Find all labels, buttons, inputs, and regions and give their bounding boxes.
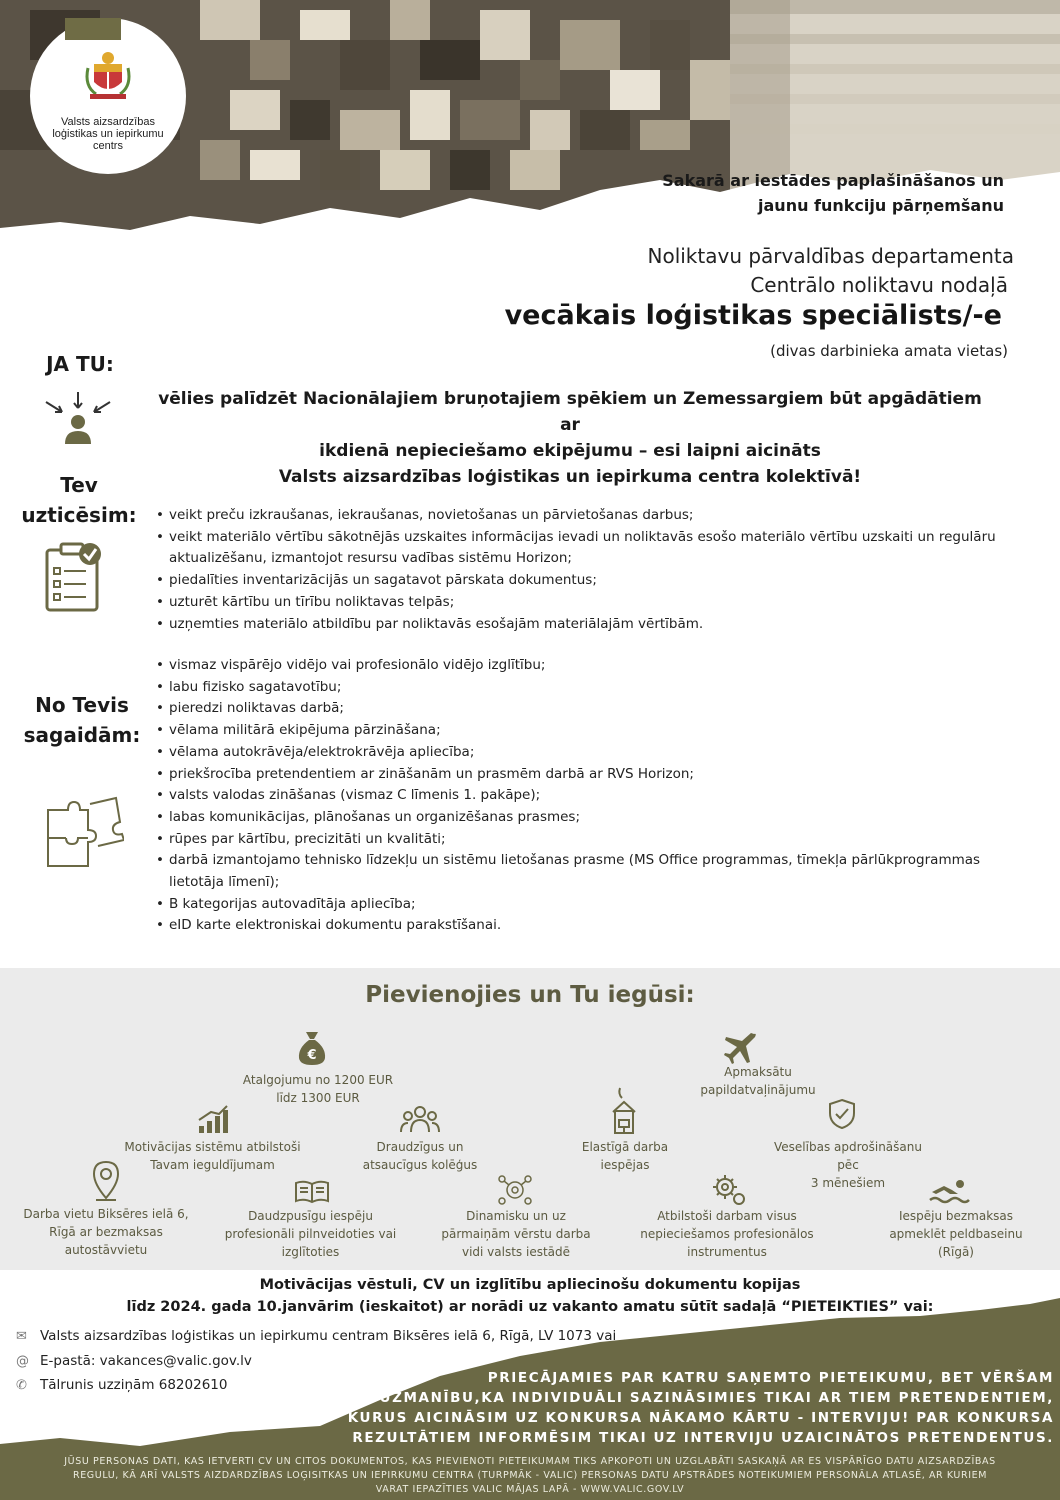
swimmer-icon — [928, 1176, 970, 1206]
footer-notice-line: PRIECĀJAMIES PAR KATRU SAŅEMTO PIETEIKUMU, BET VĒRŠAM — [487, 1370, 1054, 1386]
benefit-dynamic — [416, 1207, 616, 1261]
money-bag-icon — [296, 1030, 328, 1066]
growth-chart-icon — [197, 1104, 229, 1134]
person-focus-icon — [42, 390, 114, 448]
benefit-insurance — [748, 1138, 948, 1192]
duties-list — [156, 505, 1006, 635]
benefit-flexible — [555, 1138, 695, 1174]
label-line: uzticēsim: — [21, 503, 137, 527]
benefit-line: (Rīgā) — [937, 1245, 974, 1259]
contact-phone-text: Tālrunis uzziņām 68202610 — [40, 1377, 228, 1393]
benefit-colleagues — [340, 1138, 500, 1174]
contact-phone — [16, 1377, 227, 1393]
label-line: No Tevis — [35, 693, 129, 717]
benefit-line: Draudzīgus un — [376, 1140, 464, 1154]
benefit-line: apmeklēt peldbaseinu — [889, 1227, 1023, 1241]
benefit-line: pēc — [837, 1158, 859, 1172]
list-item: • B kategorijas autovadītāja apliecība; — [156, 894, 1006, 916]
footer-notice-line: REZULTĀTIEM INFORMĒSIM TIKAI UZ INTERVIJU UZAICINĀTOS PRETENDENTUS. — [352, 1430, 1054, 1446]
benefit-line: izglītoties — [281, 1245, 340, 1259]
footer-notice-line: UZMANĪBU,KA INDIVIDUĀLI SAZINĀSIMIES TIKAI AR TIEM PRETENDENTIEM, — [379, 1390, 1054, 1406]
contact-address-text: Valsts aizsardzības loģistikas un iepirkumu centram Biksēres ielā 6, Rīgā, LV 1073 vai — [40, 1328, 617, 1344]
mail-icon: ✉ — [16, 1329, 27, 1344]
list-item: • labu fizisko sagatavotību; — [156, 677, 1006, 699]
benefit-line: Tavam ieguldījumam — [150, 1158, 275, 1172]
label-no-tevis-sagaidam — [20, 690, 144, 750]
benefit-line: Atalgojumu no 1200 EUR — [242, 1073, 394, 1087]
list-item: • priekšrocība pretendentiem ar zināšanām un prasmēm darbā ar RVS Horizon; — [156, 764, 1006, 786]
lead-line: ikdienā nepieciešamo ekipējumu – esi laipni aicināts — [319, 441, 821, 461]
benefit-line: instrumentus — [687, 1245, 767, 1259]
privacy-line: JŪSU PERSONAS DATI, KAS IETVERTI CV UN CITOS DOKUMENTOS, KAS PIEVIENOTI PIETEIKUMAM TIKS APKOPOTI UN UZGLABĀTI SASKAŅĀ AR ES VISPĀRĪGO DATU AIZSARDZĪBAS — [64, 1456, 996, 1467]
benefit-line: Iespēju bezmaksas — [898, 1209, 1014, 1223]
benefit-motivation — [100, 1138, 325, 1174]
checklist-icon — [44, 540, 104, 614]
benefit-tools — [622, 1207, 832, 1261]
list-item: • uzturēt kārtību un tīrību noliktavas telpās; — [156, 592, 1006, 614]
benefit-line: pārmaiņām vērstu darba — [441, 1227, 591, 1241]
benefit-location — [6, 1205, 206, 1259]
puzzle-icon — [44, 796, 124, 870]
shield-check-icon — [828, 1098, 856, 1130]
apply-instructions — [0, 1274, 1060, 1318]
list-item: • eID karte elektroniskai dokumentu parakstīšanai. — [156, 915, 1006, 937]
benefit-line: Atbilstoši darbam visus — [657, 1209, 797, 1223]
team-icon — [399, 1104, 441, 1134]
list-item: • uzņemties materiālo atbildību par noliktavās esošajām materiālajām vērtībām. — [156, 614, 1006, 636]
intro-line: Sakarā ar iestādes paplašināšanos un — [662, 171, 1004, 190]
benefit-line: Dinamisku un uz — [466, 1209, 566, 1223]
department-line: Centrālo noliktavu nodaļā — [750, 273, 1008, 297]
contact-address — [16, 1328, 616, 1344]
benefit-line: 3 mēnešiem — [810, 1176, 886, 1190]
contact-email-text[interactable]: E-pastā: vakances@valic.gov.lv — [40, 1353, 252, 1369]
benefit-line: Elastīgā darba — [581, 1140, 669, 1154]
benefit-salary — [218, 1071, 418, 1107]
list-item: • vēlama militārā ekipējuma pārzināšana; — [156, 720, 1006, 742]
benefits-heading: Pievienojies un Tu iegūsi: — [365, 982, 695, 1008]
list-item: • valsts valodas zināšanas (vismaz C līmenis 1. pakāpe); — [156, 785, 1006, 807]
open-book-icon — [294, 1179, 330, 1205]
lead-paragraph — [150, 386, 990, 490]
privacy-notice — [10, 1455, 1050, 1497]
list-item: • vēlama autokrāvēja/elektrokrāvēja apliecība; — [156, 742, 1006, 764]
benefit-line: vidi valsts iestādē — [461, 1245, 571, 1259]
list-item: • vismaz vispārējo vidējo vai profesionālo vidējo izglītību; — [156, 655, 1006, 677]
benefit-line: Rīgā ar bezmaksas — [49, 1225, 163, 1239]
list-item: • pieredzi noliktavas darbā; — [156, 698, 1006, 720]
apply-line: Motivācijas vēstuli, CV un izglītību apliecinošu dokumentu kopijas — [259, 1277, 801, 1293]
benefit-education — [208, 1207, 413, 1261]
cog-tools-icon — [710, 1172, 746, 1206]
benefit-line: profesionāli pilnveidoties vai — [224, 1227, 397, 1241]
position-title: vecākais loģistikas speciālists/-e — [504, 300, 1002, 331]
privacy-line: VARAT IEPAZĪTIES VALIC MĀJAS LAPĀ - WWW.VALIC.GOV.LV — [375, 1484, 685, 1495]
list-item: • piedalīties inventarizācijās un sagatavot pārskata dokumentus; — [156, 570, 1006, 592]
logo-accent-bar — [65, 18, 121, 40]
contact-email[interactable] — [16, 1353, 252, 1369]
benefit-line: iespējas — [600, 1158, 650, 1172]
label-tev-uzticesim — [20, 470, 138, 530]
coat-of-arms-icon — [82, 50, 134, 102]
list-item: • veikt preču izkraušanas, iekraušanas, novietošanas un pārvietošanas darbus; — [156, 505, 1006, 527]
privacy-line: REGULU, KĀ ARĪ VALSTS AIZDARDZĪBAS LOĢISITKAS UN IEPIRKUMU CENTRA (TURPMĀK - VALIC) PERSONAS DATU APSTRĀDES NOTEIKUMIEM PERSONĀLA ATLASĒ, AR KURIEM — [73, 1470, 987, 1481]
footer-notice — [334, 1368, 1054, 1448]
benefit-line: Darba vietu Biksēres ielā 6, — [23, 1207, 189, 1221]
label-line: sagaidām: — [23, 723, 141, 747]
intro-text — [584, 168, 1004, 218]
home-office-icon — [608, 1086, 640, 1136]
footer-notice-line: KURUS AICINĀSIM UZ KONKURSA NĀKAMO KĀRTU - INTERVIJU! PAR KONKURSA — [347, 1410, 1054, 1426]
benefit-line: līdz 1300 EUR — [276, 1091, 360, 1105]
benefit-line: autostāvvietu — [64, 1243, 148, 1257]
list-item: • darbā izmantojamo tehnisko līdzekļu un sistēmu lietošanas prasme (MS Office programmas, tīmekļa pārlūkprogrammas lietotāja līmenī); — [156, 850, 1006, 893]
list-item: • veikt materiālo vērtību sākotnējās uzskaites informācijas ievadi un noliktavās esošo materiālo vērtību uzskaiti un regulāru aktualizēšanu, izmantojot resursu vadības sistēmu Horizon; — [156, 527, 1006, 570]
benefit-pool — [862, 1207, 1050, 1261]
intro-line: jaunu funkciju pārņemšanu — [758, 196, 1004, 215]
lead-line: vēlies palīdzēt Nacionālajiem bruņotajiem spēkiem un Zemessargiem būt apgādātiem ar — [158, 389, 982, 435]
airplane-icon — [722, 1030, 758, 1066]
at-sign-icon: @ — [16, 1354, 29, 1369]
logo-badge — [30, 18, 186, 174]
benefit-vacation — [658, 1063, 858, 1099]
benefit-line: atsaucīgus kolēģus — [362, 1158, 478, 1172]
benefit-line: Veselības apdrošināšanu — [774, 1140, 922, 1154]
logo-org-name: Valsts aizsardzības loģistikas un iepirkumu centrs — [52, 116, 164, 152]
apply-line: līdz 2024. gada 10.janvārim (ieskaitot) ar norādi uz vakanto amatu sūtīt sadaļā “PIETEIKTIES” vai: — [126, 1299, 934, 1315]
benefit-line: Apmaksātu — [724, 1065, 792, 1079]
position-subtitle: (divas darbinieka amata vietas) — [770, 342, 1008, 360]
label-ja-tu: JA TU: — [46, 352, 114, 376]
location-pin-icon — [92, 1160, 120, 1202]
department-line: Noliktavu pārvaldības departamenta — [647, 244, 1014, 268]
benefit-line: nepieciešamos profesionālos — [640, 1227, 814, 1241]
list-item: • rūpes par kārtību, precizitāti un kvalitāti; — [156, 829, 1006, 851]
list-item: • labas komunikācijas, plānošanas un organizēšanas prasmes; — [156, 807, 1006, 829]
department-name — [494, 242, 1014, 300]
label-line: Tev — [60, 473, 98, 497]
benefit-line: Daudzpusīgu iespēju — [248, 1209, 373, 1223]
requirements-list — [156, 655, 1006, 937]
svg-text:€: € — [307, 1048, 317, 1063]
benefit-line: papildatvaļinājumu — [700, 1083, 816, 1097]
lead-line: Valsts aizsardzības loģistikas un iepirkuma centra kolektīvā! — [278, 467, 862, 487]
phone-icon: ✆ — [16, 1378, 27, 1393]
gears-icon — [497, 1173, 533, 1207]
benefit-line: Motivācijas sistēmu atbilstoši — [124, 1140, 301, 1154]
